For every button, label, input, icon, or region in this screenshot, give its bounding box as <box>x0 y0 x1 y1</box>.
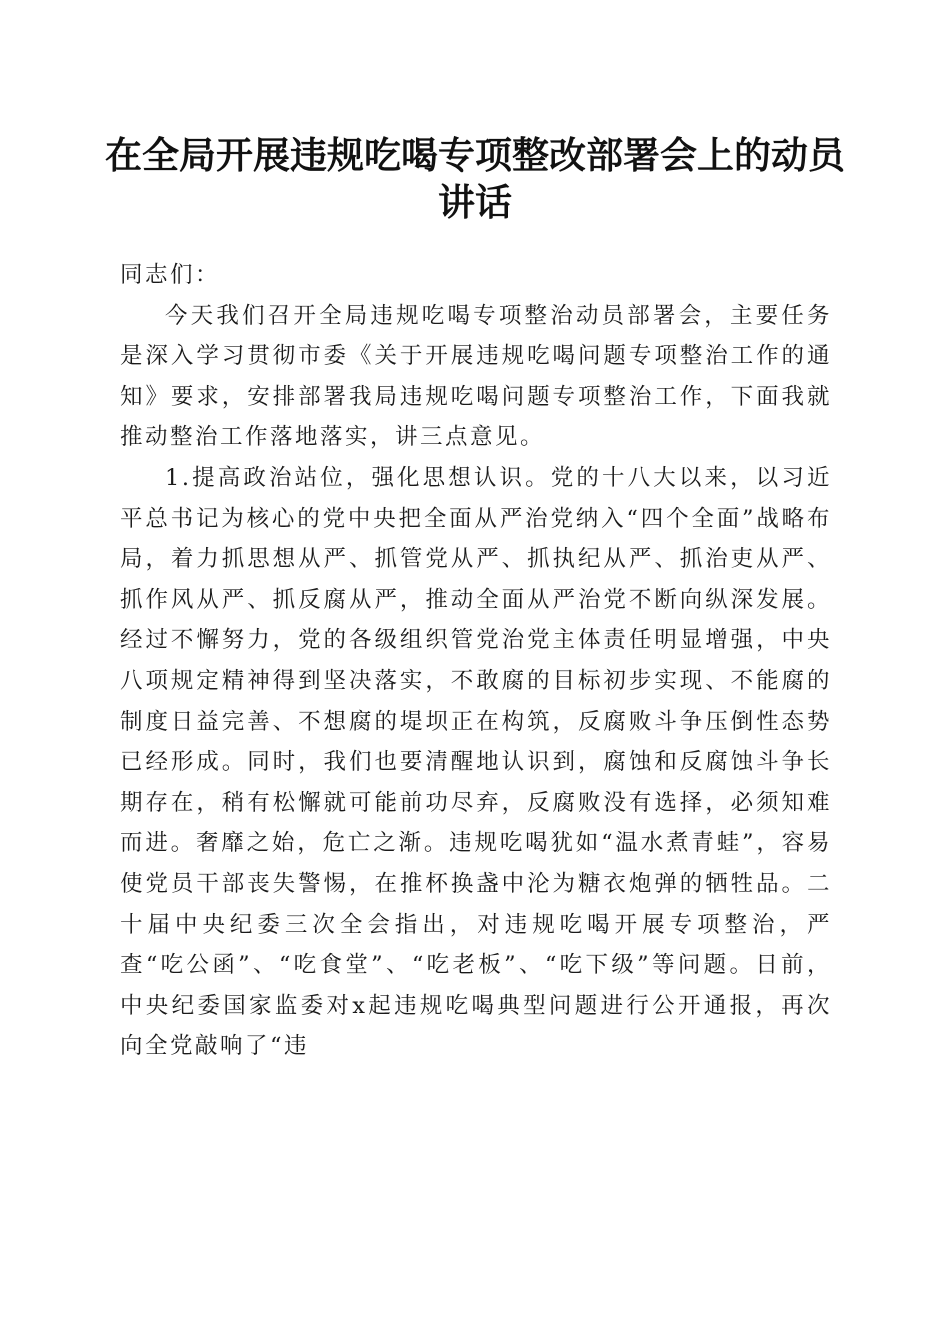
document-title: 在全局开展违规吃喝专项整改部署会上的动员讲话 <box>105 133 845 224</box>
paragraph-point-1: 1.提高政治站位，强化思想认识。党的十八大以来，以习近平总书记为核心的党中央把全面从严治党纳入“四个全面”战略布局，着力抓思想从严、抓管党从严、抓执纪从严、抓治吏从严、抓作风从严、抓反腐从严，推动全面从严治党不断向纵深发展。经过不懈努力，党的各级组织管党治党主体责任明显增强，中央八项规定精神得到坚决落实，不敢腐的目标初步实现、不能腐的制度日益完善、不想腐的堤坝正在构筑，反腐败斗争压倒性态势已经形成。同时，我们也要清醒地认识到，腐蚀和反腐蚀斗争长期存在，稍有松懈就可能前功尽弃，反腐败没有选择，必须知难而进。奢靡之始，危亡之渐。违规吃喝犹如“温水煮青蛙”，容易使党员干部丧失警惕，在推杯换盏中沦为糖衣炮弹的牺牲品。二十届中央纪委三次全会指出，对违规吃喝开展专项整治，严查“吃公函”、“吃食堂”、“吃老板”、“吃下级”等问题。日前，中央纪委国家监委对x起违规吃喝典型问题进行公开通报，再次向全党敲响了“违 <box>120 464 832 1060</box>
document-body <box>120 255 832 1067</box>
paragraph-intro: 今天我们召开全局违规吃喝专项整治动员部署会，主要任务是深入学习贯彻市委《关于开展违规吃喝问题专项整治工作的通知》要求，安排部署我局违规吃喝问题专项整治工作，下面我就推动整治工作落地落实，讲三点意见。 <box>120 302 832 451</box>
salutation: 同志们： <box>120 262 221 288</box>
